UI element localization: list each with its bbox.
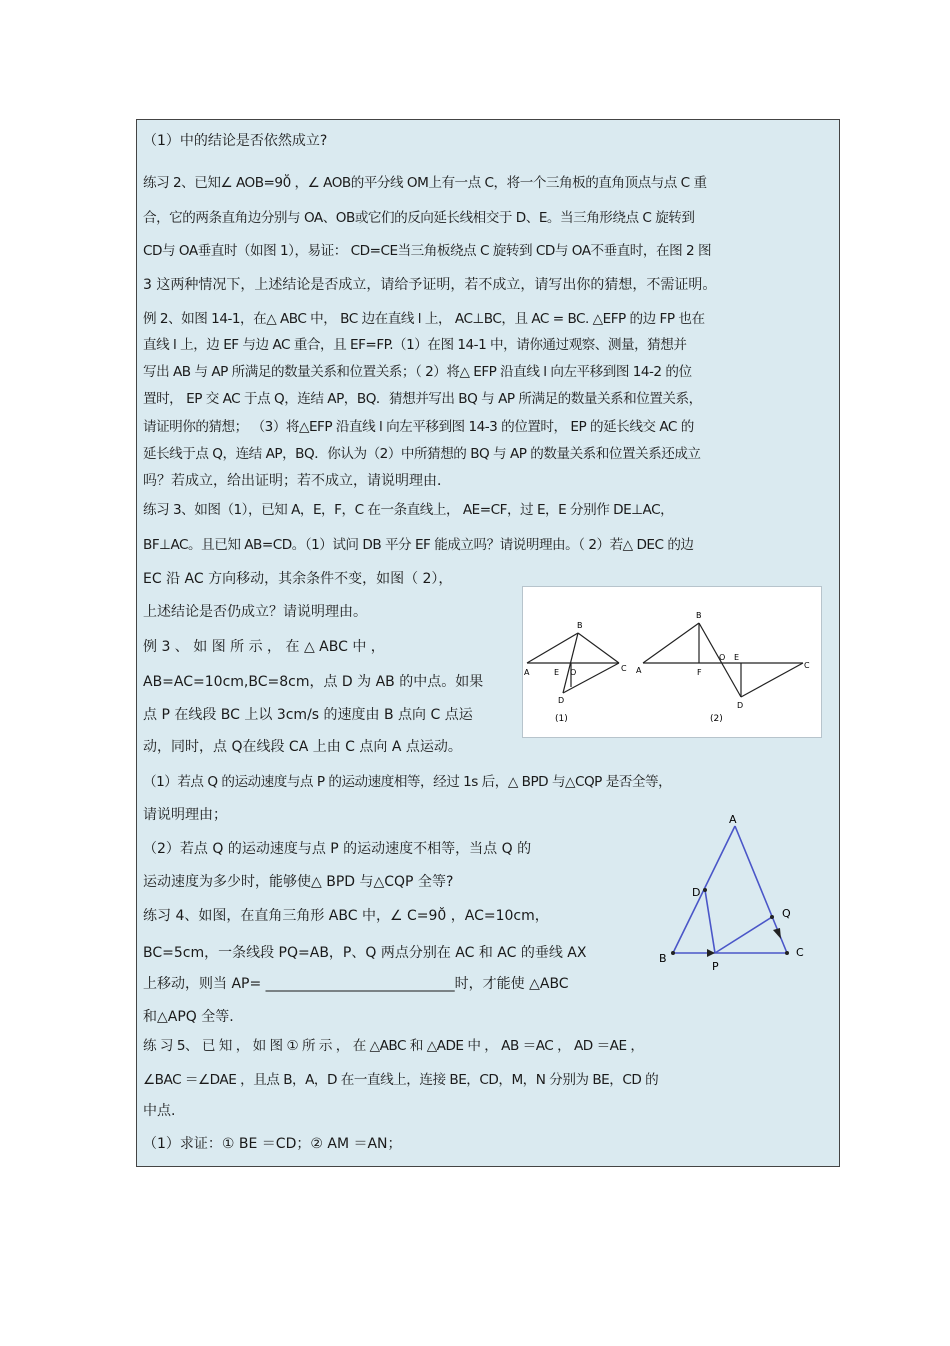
- line-15: EC 沿 AC 方向移动，其余条件不变，如图（ 2），: [143, 571, 453, 587]
- right-label-f: F: [697, 668, 702, 677]
- line-3: 合，它的两条直角边分别与 OA、OB或它们的反向延长线相交于 D、E。当三角形绕点 C 旋转到: [143, 210, 695, 226]
- line-pq: [715, 917, 772, 953]
- line-9: 置时， EP 交 AC 于点 Q，连结 AP，BQ．猜想并写出 BQ 与 AP 所满足的数量关系和位置关系，: [143, 391, 702, 407]
- triangle-lines: [673, 826, 787, 953]
- line-10: 请证明你的猜想； （3）将△EFP 沿直线 l 向左平移到图 14-3 的位置时， EP 的延长线交 AC 的: [143, 419, 694, 435]
- label-p: P: [712, 960, 719, 973]
- left-label-b: B: [577, 621, 583, 630]
- figure-1-left: [527, 633, 619, 693]
- label-b: B: [659, 952, 667, 965]
- left-label-e: E: [554, 668, 560, 677]
- caption-1: (1): [555, 714, 568, 724]
- line-11: 延长线于点 Q，连结 AP，BQ．你认为（2）中所猜想的 BQ 与 AP 的数量关系和位置关系还成立: [143, 446, 701, 462]
- caption-2: (2): [710, 714, 723, 724]
- line-5: 3 这两种情况下，上述结论是否成立，请给予证明，若不成立，请写出你的猜想，不需证明。: [143, 277, 717, 293]
- line-16: 上述结论是否仍成立？请说明理由。: [143, 604, 367, 620]
- right-label-c: C: [804, 661, 810, 670]
- line-31: 中点.: [143, 1103, 176, 1119]
- line-12: 吗？若成立，给出证明；若不成立，请说明理由．: [143, 473, 451, 489]
- line-6: 例 2、如图 14-1，在△ ABC 中， BC 边在直线 l 上， AC⊥BC，且 AC = BC. △EFP 的边 FP 也在: [143, 311, 705, 327]
- right-label-a: A: [636, 666, 642, 675]
- line-2: 练习 2、已知∠ AOB=90̊ ，∠ AOB的平分线 OM上有一点 C，将一个三角板的直角顶点与点 C 重: [143, 175, 707, 191]
- left-label-c: C: [621, 664, 627, 673]
- figure-exercise-3-svg: [523, 587, 823, 739]
- line-21: （1）若点 Q 的运动速度与点 P 的运动速度相等，经过 1s 后，△ BPD 与△CQP 是否全等，: [143, 774, 672, 790]
- line-28: 和△APQ 全等.: [143, 1009, 234, 1025]
- line-13: 练习 3、如图（1），已知 A，E，F，C 在一条直线上， AE=CF，过 E，E 分别作 DE⊥AC，: [143, 502, 674, 518]
- right-line-ab: [643, 623, 699, 663]
- right-label-b: B: [696, 611, 702, 620]
- figure-example-3-svg: [655, 812, 815, 977]
- line-27: 上移动，则当 AP= ___________________________时，才能使 △ABC: [143, 976, 569, 992]
- line-22: 请说明理由；: [143, 807, 227, 823]
- label-a: A: [729, 813, 737, 826]
- label-c: C: [796, 946, 804, 959]
- line-4: CD与 OA垂直时（如图 1），易证： CD=CE当三角板绕点 C 旋转到 CD与 OA不垂直时，在图 2 图: [143, 243, 712, 259]
- line-17: 例 3 、 如 图 所 示 ， 在 △ ABC 中 ，: [143, 639, 385, 655]
- line-8: 写出 AB 与 AP 所满足的数量关系和位置关系；（ 2）将△ EFP 沿直线 l 向左平移到图 14-2 的位: [143, 364, 692, 380]
- line-19: 点 P 在线段 BC 上以 3cm/s 的速度由 B 点向 C 点运: [143, 707, 473, 723]
- right-line-dc: [741, 663, 803, 697]
- point-d: [703, 888, 707, 892]
- left-label-a: A: [524, 668, 530, 677]
- left-line-ab: [527, 633, 578, 663]
- point-b: [671, 951, 675, 955]
- left-line-bc: [578, 633, 619, 663]
- line-dp: [705, 890, 715, 953]
- right-label-e: E: [734, 653, 740, 662]
- left-label-d: D: [558, 696, 565, 705]
- label-d: D: [692, 886, 701, 899]
- line-30: ∠BAC ＝∠DAE ，且点 B，A，D 在一直线上，连接 BE，CD，M，N 分别为 BE，CD 的: [143, 1072, 659, 1088]
- line-18: AB=AC=10cm,BC=8cm，点 D 为 AB 的中点。如果: [143, 674, 484, 690]
- point-c: [785, 951, 789, 955]
- line-24: 运动速度为多少时，能够使△ BPD 与△CQP 全等?: [143, 874, 454, 890]
- line-7: 直线 l 上，边 EF 与边 AC 重合，且 EF=FP.（1）在图 14-1 中，请你通过观察、测量，猜想并: [143, 337, 687, 353]
- line-14: BF⊥AC。且已知 AB=CD。（1）试问 DB 平分 EF 能成立吗？请说明理由。（ 2）若△ DEC 的边: [143, 537, 694, 553]
- arrow-q-icon: [773, 928, 781, 939]
- line-1: （1）中的结论是否依然成立?: [143, 133, 328, 149]
- label-q: Q: [782, 907, 791, 920]
- point-q: [770, 915, 774, 919]
- figure-example-3: [655, 812, 815, 977]
- line-20: 动，同时，点 Q在线段 CA 上由 C 点向 A 点运动。: [143, 739, 462, 755]
- line-23: （2）若点 Q 的运动速度与点 P 的运动速度不相等，当点 Q 的: [143, 841, 532, 857]
- line-25: 练习 4、如图，在直角三角形 ABC 中，∠ C=90̊ ，AC=10cm，: [143, 908, 549, 924]
- right-label-o: O: [719, 653, 726, 662]
- right-label-d: D: [737, 701, 744, 710]
- line-26: BC=5cm，一条线段 PQ=AB，P、Q 两点分别在 AC 和 AC 的垂线 AX: [143, 945, 587, 961]
- line-32: （1）求证：① BE ＝CD；② AM ＝AN；: [143, 1136, 402, 1152]
- line-29: 练 习 5、 已 知 ， 如 图 ① 所 示 ， 在 △ABC 和 △ADE 中 ， AB ＝AC ， AD ＝AE ，: [143, 1038, 644, 1054]
- figure-exercise-3: [522, 586, 822, 738]
- left-label-o: O: [570, 668, 577, 677]
